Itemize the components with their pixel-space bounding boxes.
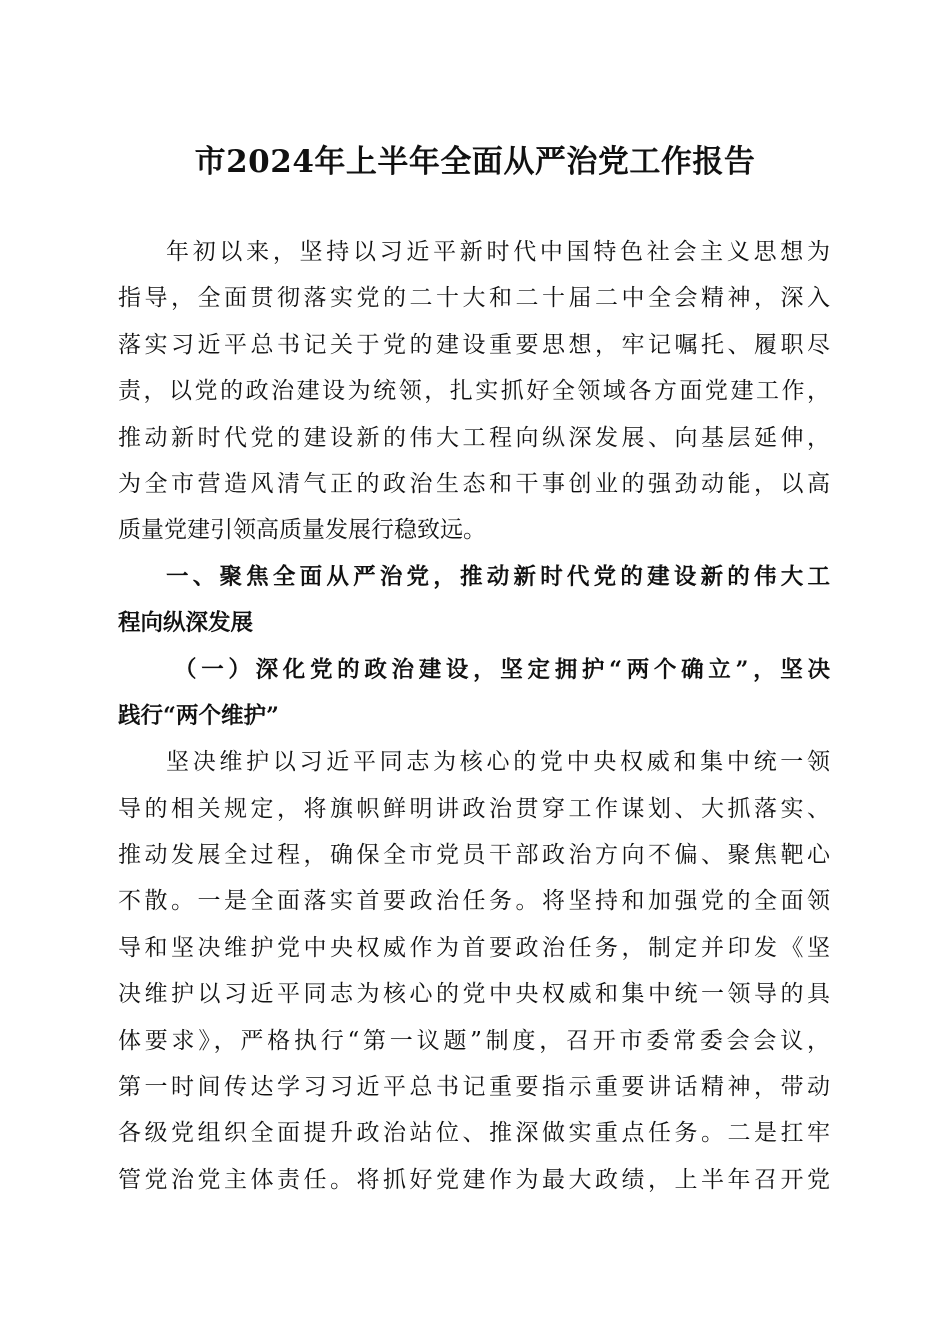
text-line: 导和坚决维护党中央权威作为首要政治任务，制定并印发《坚 — [118, 934, 830, 961]
text-line: 责，以党的政治建设为统领，扎实抓好全领域各方面党建工作， — [118, 378, 830, 405]
text-line: 推动发展全过程，确保全市党员干部政治方向不偏、聚焦靶心 — [118, 842, 830, 869]
text-line: 决维护以习近平同志为核心的党中央权威和集中统一领导的具 — [118, 981, 830, 1008]
text-line: 不散。一是全面落实首要政治任务。将坚持和加强党的全面领 — [118, 888, 830, 915]
text-line: 第一时间传达学习习近平总书记重要指示重要讲话精神，带动 — [118, 1074, 830, 1101]
document-title: 市2024年上半年全面从严治党工作报告 — [194, 144, 756, 180]
text-line: 年初以来，坚持以习近平新时代中国特色社会主义思想为 — [166, 239, 830, 265]
text-line: 坚决维护以习近平同志为核心的党中央权威和集中统一领 — [166, 749, 830, 776]
body-paragraph — [118, 739, 830, 1203]
section-heading — [118, 554, 830, 647]
subsection-heading — [118, 647, 830, 740]
text-line: 各级党组织全面提升政治站位、推深做实重点任务。二是扛牢 — [118, 1120, 830, 1147]
text-line: 导的相关规定，将旗帜鲜明讲政治贯穿工作谋划、大抓落实、 — [118, 795, 830, 822]
text-line: 体要求》，严格执行“第一议题”制度，召开市委常委会会议， — [118, 1027, 830, 1054]
heading-line: 践行“两个维护” — [118, 702, 279, 729]
text-line: 指导，全面贯彻落实党的二十大和二十届二中全会精神，深入 — [118, 285, 830, 312]
text-line: 质量党建引领高质量发展行稳致远。 — [118, 517, 486, 544]
text-line: 管党治党主体责任。将抓好党建作为最大政绩，上半年召开党 — [118, 1166, 830, 1193]
intro-paragraph — [118, 229, 830, 554]
document-body — [118, 229, 830, 1203]
heading-line: 一、聚焦全面从严治党，推动新时代党的建设新的伟大工 — [166, 563, 830, 590]
heading-line: 程向纵深发展 — [118, 610, 254, 637]
heading-line: （一）深化党的政治建设，坚定拥护“两个确立”，坚决 — [174, 656, 830, 683]
text-line: 落实习近平总书记关于党的建设重要思想，牢记嘱托、履职尽 — [118, 331, 830, 358]
text-line: 推动新时代党的建设新的伟大工程向纵深发展、向基层延伸， — [118, 424, 830, 451]
text-line: 为全市营造风清气正的政治生态和干事创业的强劲动能，以高 — [118, 470, 830, 497]
